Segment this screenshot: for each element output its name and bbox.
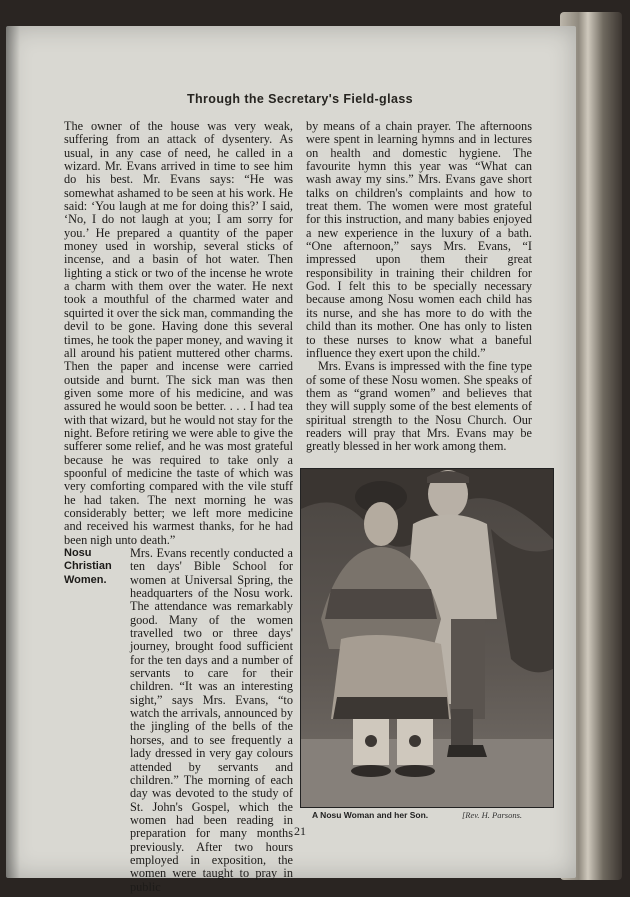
- page-number: 21: [294, 824, 306, 838]
- left-column: [64, 120, 293, 894]
- photo-caption: A Nosu Woman and her Son.: [312, 810, 429, 820]
- body-paragraph: Mrs. Evans recently conducted a ten days' Bible School for women at Universal Spring, the headquarters of the Nosu work. The attendance was remarkably good. Many of the women travelled two or three days' journey, brought food sufficient for the ten days and a number of servants to care for their children. “It was an interesting sight,” says Mrs. Evans, “to watch the arrivals, announced by the jingling of the bells of the horses, and to see frequently a lady dressed in very gay colours attended by servants and children.” The morning of each day was devoted to the study of St. John's Gospel, which the women had been reading in preparation for many months previously. After two hours employed in exposition, the women were taught to pray in public: [130, 546, 293, 894]
- right-column: [306, 120, 532, 454]
- running-title: Through the Secretary's Field-glass: [186, 92, 414, 106]
- side-heading: Nosu Christian Women.: [64, 547, 112, 586]
- body-paragraph: Mrs. Evans is impressed with the fine type of some of these Nosu women. She speaks of them as “grand women” and believes that they will supply some of the best elements of spiritual strength to the Nosu Church. Our readers will pray that Mrs. Evans may be greatly blessed in her work among them.: [306, 359, 532, 454]
- body-paragraph: The owner of the house was very weak, suffering from an attack of dysentery. As usual, in any case of need, he called in a wizard. Mr. Evans arrived in time to see him do his best. Mr. Evans says: “He was somewhat ashamed to be seen at his work. He said: ‘You laugh at me for doing this?’ I said, ‘No, I do not laugh at you; I am sorry for you.’ He prepared a quantity of the paper money used in worship, several sticks of incense, and a basin of hot water. Then lighting a stick or two of the incense he wrote a charm with them over the water. He next took a mouthful of the charmed water and squirted it over the sick man, commanding the devil to be gone. Having done this several times, he took the paper money, and waving it all around his patient muttered other charms. Then the paper and incense were carried outside and burnt. The sick man was then given some more of his medicine, and was assured he would soon be better. . . . I had tea with that wizard, but he would not stay for the night. Before retiring we were able to give the sufferer some relief, and he was most grateful because he was required to take only a spoonful of medicine the taste of which was very comforting compared with the vile stuff he had taken. The next morning he was considerably better; we left more medicine and received his warmest thanks, for he had been nigh unto death.”: [64, 119, 293, 547]
- section-nosu-christian-women: [64, 547, 293, 894]
- photo-credit: [Rev. H. Parsons.: [462, 810, 523, 820]
- photograph: [300, 468, 554, 808]
- body-paragraph: by means of a chain prayer. The afternoons were spent in learning hymns and in lectures on health and domestic hygiene. The favourite hymn this year was “What can wash away my sins.” Mrs. Evans gave short talks on children's complaints and how to treat them. The women were most grateful for this instruction, and many babies enjoyed a new experience in the luxury of a bath. “One afternoon,” says Mrs. Evans, “I impressed upon them their great responsibility in training their children for God. I felt this to be specially necessary because among Nosu women each child has its nurse, and she has more to do with the child than its mother. One has only to listen to these nurses to know what a baneful influence they exert upon the child.”: [306, 119, 532, 360]
- photo-woman-and-son-illustration: [301, 469, 553, 807]
